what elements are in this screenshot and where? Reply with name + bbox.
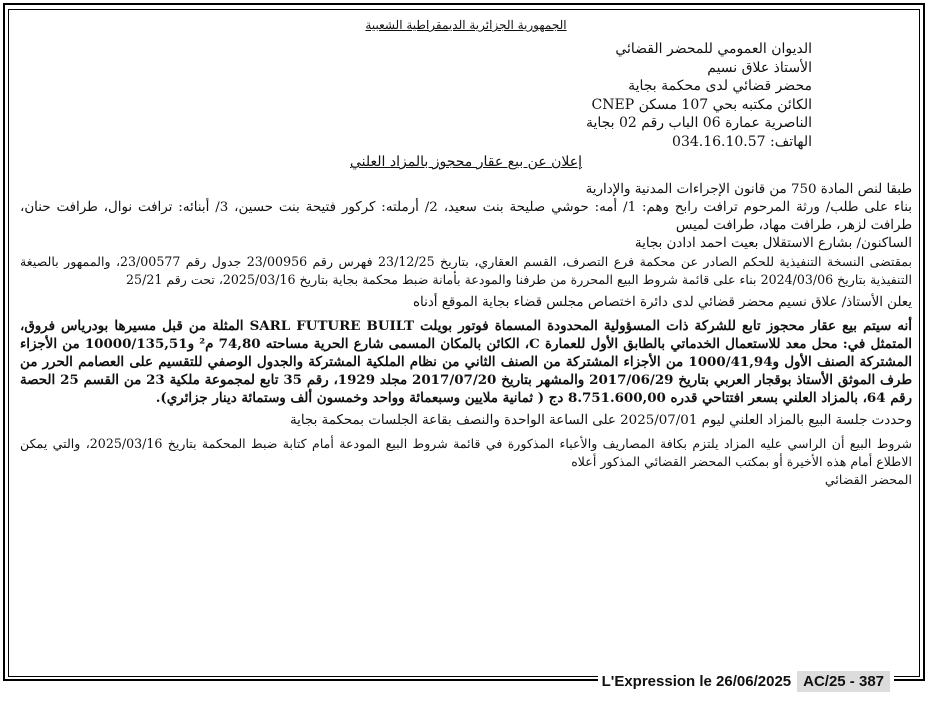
notice-title: إعلان عن بيع عقار محجوز بالمزاد العلني <box>350 154 582 170</box>
publication-footer <box>598 669 894 693</box>
publication-info: L'Expression le 26/06/2025 <box>601 672 792 690</box>
legal-basis-paragraph: طبقا لنص المادة 750 من قانون الإجراءات المدنية والإدارية <box>585 182 912 197</box>
residence-paragraph: الساكنون/ بشارع الاستقلال بعيت احمد ادادن بجاية <box>634 236 912 251</box>
office-name: الديوان العمومي للمحضر القضائي <box>615 41 812 57</box>
bailiff-court: محضر قضائي لدى محكمة بجاية <box>628 78 812 94</box>
requesters-paragraph: بناء على طلب/ ورثة المرحوم ترافت رابح وهم: 1/ أمه: حوشي صليحة بنت سعيد، 2/ أرملته: كركور فتيحة بنت حسين، 3/ أبنائه: ترافت نوال، طرافت حنان، طرافت لزهر، طرافت مهاد، طرافت لميس <box>20 200 912 233</box>
office-address-1: الكائن مكتبه بحي 107 مسكن CNEP <box>591 96 812 113</box>
sale-conditions-paragraph: شروط البيع أن الراسي عليه المزاد يلتزم بكافة المصاريف والأعباء المذكورة في قائمة شروط البيع المودعة أمام كتابة ضبط المحكمة بتاريخ 2025/03/16، والتي يمكن الاطلاع أمام هذه الأخيرة أو بمكتب المحضر القضائي المذكور أعلاه <box>20 436 912 469</box>
bailiff-office-block <box>20 40 812 151</box>
office-phone: الهاتف: 034.16.10.57 <box>672 133 812 150</box>
property-description-paragraph: أنه سيتم بيع عقار محجوز تابع للشركة ذات المسؤولية المحدودة المسماة فوتور بويلت SARL FUTURE BUILT المثلة من قبل مسيرها بودرياس فروق، المتمثل في: محل معد للاستعمال الخدماتي بالطابق الأول للعمارة C، الكائن بالمكان المسمى شارع الحرية مساحته 74,80 م² و10000/135,51 من الأجزاء المشتركة الصنف الأول و1000/41,94 من الأجزاء المشتركة من الصنف الثاني من نظام الملكية المشتركة والجدول الوصفي للتقسيم على العصامم الحرر من طرف الموثق الأستاذ بوقجار العربي بتاريخ 2017/06/29 والمشهر بتاريخ 2017/07/20 مجلد 1929، رقم 35 تابع لمجموعة ملكية 23 من القسم 25 الحصة رقم 64، بالمزاد العلني بسعر افتتاحي قدره 8.751.600,00 دج ( ثمانية ملايين وسبعمائة وواحد وخمسون ألف وستمائة دينار جزائري). <box>20 318 913 406</box>
office-address-2: الناصرية عمارة 06 الباب رقم 02 بجاية <box>585 115 812 131</box>
signature: المحضر القضائي <box>824 472 912 487</box>
announcement-paragraph: يعلن الأستاذ/ علاق نسيم محضر قضائي لدى دائرة اختصاص مجلس قضاء بجاية الموقع أدناه <box>413 295 912 310</box>
republic-header: الجمهورية الجزائرية الديمقراطية الشعبية <box>365 18 567 32</box>
reference-badge: AC/25 - 387 <box>797 671 890 692</box>
judgment-paragraph: بمقتضى النسخة التنفيذية للحكم الصادر عن محكمة فرع التصرف، القسم العقاري، بتاريخ 23/12/25 فهرس رقم 23/00956 جدول رقم 23/00577، والممهور بالصيغة التنفيذية بتاريخ 2024/03/06 بناء على قائمة شروط البيع المحررة من طرفنا والمودعة بأمانة ضبط محكمة بجاية بتاريخ 2025/03/16، تحت رقم 25/21 <box>20 254 913 287</box>
legal-notice-document <box>20 16 912 656</box>
auction-date-paragraph: وحددت جلسة البيع بالمزاد العلني ليوم 2025/07/01 على الساعة الواحدة والنصف بقاعة الجلسات بمحكمة بجاية <box>289 413 912 428</box>
bailiff-name: الأستاذ علاق نسيم <box>707 59 812 76</box>
